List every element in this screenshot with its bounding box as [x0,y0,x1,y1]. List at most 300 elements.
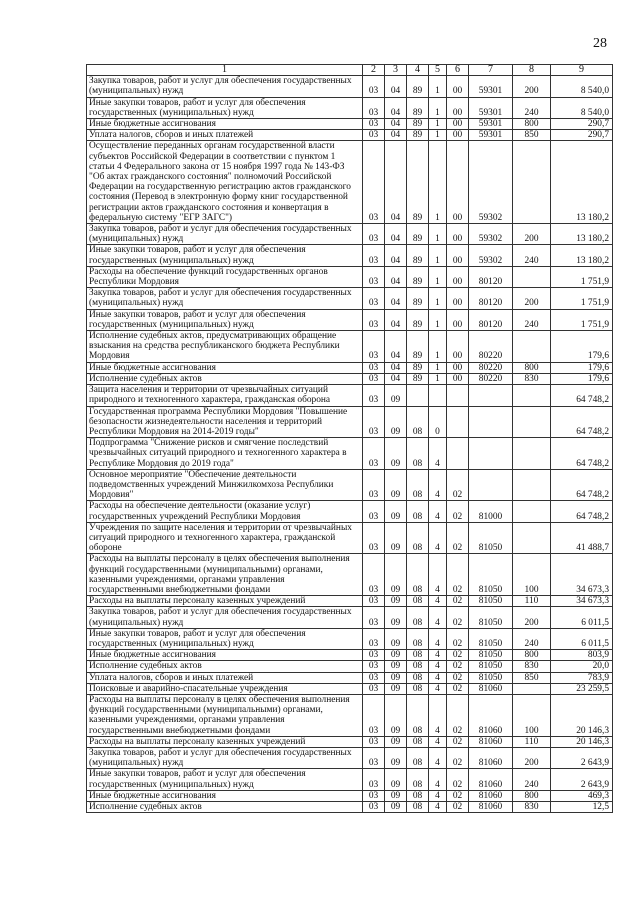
subprogram-code: 1 [429,373,447,384]
activity-code: 00 [447,309,469,330]
activity-code: 02 [447,790,469,801]
direction-code: 59302 [469,245,513,266]
subsection-code: 09 [385,385,407,406]
section-code: 03 [363,362,385,373]
program-code: 08 [407,607,429,628]
row-name: Иные закупки товаров, работ и услуг для обеспечения государственных (муниципальных) нужд [87,769,363,790]
subsection-code: 09 [385,748,407,769]
table-row [87,650,613,661]
activity-code: 02 [447,802,469,813]
row-name: Учреждения по защите населения и территории от чрезвычайных ситуаций природного и техногенного характера, гражданской обороне [87,522,363,554]
direction-code: 81050 [469,607,513,628]
table-row [87,385,613,406]
expense-type-code [513,501,551,522]
row-name: Расходы на выплаты персоналу в целях обеспечения выполнения функций государственными (муниципальными) органами, казенными учреждениями, органами управления государственными внебюджетными фондами [87,694,363,736]
subsection-code: 09 [385,683,407,694]
program-code: 08 [407,596,429,607]
direction-code: 80120 [469,266,513,287]
subsection-code: 09 [385,554,407,596]
amount: 6 011,5 [551,607,613,628]
table-row [87,596,613,607]
expense-type-code: 800 [513,362,551,373]
table-row [87,554,613,596]
direction-code: 81050 [469,554,513,596]
section-code: 03 [363,554,385,596]
subprogram-code: 0 [429,406,447,438]
program-code: 89 [407,97,429,118]
amount: 1 751,9 [551,266,613,287]
program-code: 08 [407,769,429,790]
section-code: 03 [363,266,385,287]
program-code: 08 [407,469,429,501]
activity-code: 02 [447,683,469,694]
subsection-code: 04 [385,141,407,224]
table-row [87,141,613,224]
subprogram-code: 1 [429,362,447,373]
row-name: Закупка товаров, работ и услуг для обеспечения государственных (муниципальных) нужд [87,76,363,97]
section-code: 03 [363,683,385,694]
table-row [87,469,613,501]
direction-code: 80120 [469,288,513,309]
column-header: 5 [429,65,447,76]
expense-type-code: 830 [513,661,551,672]
table-row [87,672,613,683]
row-name: Иные бюджетные ассигнования [87,362,363,373]
direction-code [469,385,513,406]
subsection-code: 04 [385,288,407,309]
amount: 179,6 [551,331,613,363]
subsection-code: 04 [385,76,407,97]
subprogram-code: 1 [429,266,447,287]
program-code: 89 [407,130,429,141]
direction-code: 80120 [469,309,513,330]
direction-code: 81050 [469,596,513,607]
subsection-code: 09 [385,790,407,801]
direction-code [469,469,513,501]
table-row [87,331,613,363]
row-name: Расходы на обеспечение функций государственных органов Республики Мордовия [87,266,363,287]
section-code: 03 [363,522,385,554]
expense-type-code [513,331,551,363]
section-code: 03 [363,288,385,309]
section-code: 03 [363,694,385,736]
activity-code: 00 [447,373,469,384]
activity-code: 02 [447,554,469,596]
row-name: Уплата налогов, сборов и иных платежей [87,672,363,683]
table-body [87,76,613,813]
row-name: Иные закупки товаров, работ и услуг для обеспечения государственных (муниципальных) нужд [87,628,363,649]
direction-code: 81050 [469,650,513,661]
section-code: 03 [363,309,385,330]
expense-type-code: 850 [513,130,551,141]
subprogram-code: 4 [429,650,447,661]
subsection-code: 09 [385,406,407,438]
subsection-code: 04 [385,245,407,266]
table-row [87,694,613,736]
program-code: 89 [407,266,429,287]
table-row [87,266,613,287]
table-row [87,683,613,694]
column-header: 8 [513,65,551,76]
section-code: 03 [363,97,385,118]
subprogram-code: 4 [429,628,447,649]
direction-code: 81060 [469,694,513,736]
activity-code: 00 [447,331,469,363]
expense-type-code: 240 [513,628,551,649]
subsection-code: 09 [385,694,407,736]
activity-code: 00 [447,266,469,287]
subsection-code: 09 [385,661,407,672]
subprogram-code: 4 [429,802,447,813]
activity-code: 02 [447,522,469,554]
program-code: 08 [407,661,429,672]
section-code: 03 [363,119,385,130]
program-code: 08 [407,683,429,694]
subprogram-code: 4 [429,501,447,522]
subprogram-code: 4 [429,672,447,683]
expense-type-code: 240 [513,245,551,266]
section-code: 03 [363,438,385,470]
direction-code: 59301 [469,76,513,97]
expense-type-code [513,522,551,554]
amount: 20 146,3 [551,736,613,747]
expense-type-code: 850 [513,672,551,683]
table-row [87,748,613,769]
amount: 8 540,0 [551,76,613,97]
column-header: 2 [363,65,385,76]
activity-code: 02 [447,661,469,672]
subprogram-code: 1 [429,130,447,141]
direction-code: 81060 [469,790,513,801]
amount: 34 673,3 [551,554,613,596]
activity-code: 00 [447,288,469,309]
subsection-code: 09 [385,769,407,790]
row-name: Поисковые и аварийно-спасательные учреждения [87,683,363,694]
subprogram-code: 4 [429,736,447,747]
table-row [87,373,613,384]
row-name: Закупка товаров, работ и услуг для обеспечения государственных (муниципальных) нужд [87,748,363,769]
row-name: Расходы на выплаты персоналу казенных учреждений [87,736,363,747]
section-code: 03 [363,748,385,769]
subprogram-code: 4 [429,694,447,736]
subprogram-code: 1 [429,97,447,118]
direction-code: 59301 [469,97,513,118]
table-row [87,628,613,649]
section-code: 03 [363,596,385,607]
activity-code [447,438,469,470]
section-code: 03 [363,406,385,438]
expense-type-code: 240 [513,309,551,330]
amount: 64 748,2 [551,501,613,522]
amount: 783,9 [551,672,613,683]
budget-table [86,64,613,813]
row-name: Защита населения и территории от чрезвычайных ситуаций природного и техногенного характера, гражданская оборона [87,385,363,406]
amount: 64 748,2 [551,385,613,406]
program-code: 89 [407,309,429,330]
header-row [87,65,613,76]
section-code: 03 [363,802,385,813]
activity-code: 00 [447,97,469,118]
table-row [87,245,613,266]
row-name: Расходы на выплаты персоналу в целях обеспечения выполнения функций государственными (муниципальными) органами, казенными учреждениями, органами управления государственными внебюджетными фондами [87,554,363,596]
section-code: 03 [363,501,385,522]
program-code: 08 [407,406,429,438]
amount: 13 180,2 [551,224,613,245]
expense-type-code: 200 [513,76,551,97]
subsection-code: 09 [385,438,407,470]
table-row [87,97,613,118]
program-code: 08 [407,501,429,522]
activity-code: 00 [447,76,469,97]
table-row [87,76,613,97]
expense-type-code: 200 [513,288,551,309]
row-name: Государственная программа Республики Мордовия "Повышение безопасности жизнедеятельности населения и территорий Республики Мордовия на 2014-2019 годы" [87,406,363,438]
amount: 41 488,7 [551,522,613,554]
expense-type-code: 200 [513,224,551,245]
subprogram-code: 1 [429,331,447,363]
activity-code: 02 [447,748,469,769]
expense-type-code [513,406,551,438]
expense-type-code [513,266,551,287]
amount: 12,5 [551,802,613,813]
amount: 1 751,9 [551,288,613,309]
subprogram-code: 4 [429,438,447,470]
direction-code: 59302 [469,141,513,224]
subsection-code: 09 [385,469,407,501]
expense-type-code: 830 [513,373,551,384]
activity-code: 00 [447,130,469,141]
column-header: 7 [469,65,513,76]
direction-code: 59301 [469,119,513,130]
section-code: 03 [363,245,385,266]
section-code: 03 [363,130,385,141]
subprogram-code: 4 [429,522,447,554]
subprogram-code: 1 [429,288,447,309]
program-code [407,385,429,406]
column-header: 1 [87,65,363,76]
section-code: 03 [363,672,385,683]
expense-type-code: 100 [513,694,551,736]
column-header: 4 [407,65,429,76]
subsection-code: 09 [385,650,407,661]
subprogram-code [429,385,447,406]
table-row [87,224,613,245]
activity-code: 02 [447,672,469,683]
subsection-code: 09 [385,628,407,649]
program-code: 08 [407,790,429,801]
row-name: Расходы на выплаты персоналу казенных учреждений [87,596,363,607]
expense-type-code: 110 [513,596,551,607]
subsection-code: 04 [385,373,407,384]
row-name: Иные бюджетные ассигнования [87,119,363,130]
direction-code [469,438,513,470]
subprogram-code: 4 [429,469,447,501]
expense-type-code: 800 [513,650,551,661]
row-name: Основное мероприятие "Обеспечение деятельности подведомственных учреждений Минжилкомхоза Республики Мордовия" [87,469,363,501]
row-name: Исполнение судебных актов [87,802,363,813]
program-code: 89 [407,76,429,97]
activity-code [447,406,469,438]
section-code: 03 [363,769,385,790]
direction-code: 81050 [469,661,513,672]
expense-type-code [513,683,551,694]
amount: 8 540,0 [551,97,613,118]
amount: 179,6 [551,362,613,373]
column-header: 6 [447,65,469,76]
table-row [87,309,613,330]
activity-code: 02 [447,769,469,790]
row-name: Исполнение судебных актов [87,661,363,672]
activity-code: 02 [447,596,469,607]
subsection-code: 09 [385,607,407,628]
program-code: 08 [407,628,429,649]
table-row [87,522,613,554]
expense-type-code [513,385,551,406]
row-name: Закупка товаров, работ и услуг для обеспечения государственных (муниципальных) нужд [87,288,363,309]
row-name: Осуществление переданных органам государственной власти субъектов Российской Федерации в соответствии с пунктом 1 статьи 4 Федерального закона от 15 ноября 1997 года № 143-ФЗ "Об актах гражданского состояния" полномочий Российской Федерации на государственную регистрацию актов гражданского состояния (Перевод в электронную форму книг государственной регистрации актов гражданского состояния и конвертация в федеральную систему "ЕГР ЗАГС") [87,141,363,224]
amount: 13 180,2 [551,141,613,224]
subprogram-code: 1 [429,309,447,330]
row-name: Подпрограмма "Снижение рисков и смягчение последствий чрезвычайных ситуаций природного и техногенного характера в Республике Мордовия до 2019 года" [87,438,363,470]
program-code: 08 [407,554,429,596]
direction-code: 59302 [469,224,513,245]
subprogram-code: 4 [429,769,447,790]
amount: 1 751,9 [551,309,613,330]
direction-code: 81060 [469,748,513,769]
program-code: 08 [407,650,429,661]
page-number: 28 [593,36,607,51]
row-name: Исполнение судебных актов [87,373,363,384]
activity-code: 02 [447,736,469,747]
subsection-code: 04 [385,97,407,118]
subprogram-code: 4 [429,748,447,769]
subprogram-code: 4 [429,790,447,801]
row-name: Уплата налогов, сборов и иных платежей [87,130,363,141]
activity-code: 02 [447,694,469,736]
section-code: 03 [363,650,385,661]
direction-code: 80220 [469,362,513,373]
program-code: 08 [407,522,429,554]
subsection-code: 04 [385,130,407,141]
amount: 64 748,2 [551,469,613,501]
section-code: 03 [363,76,385,97]
activity-code: 00 [447,362,469,373]
program-code: 08 [407,736,429,747]
program-code: 08 [407,672,429,683]
subsection-code: 04 [385,224,407,245]
expense-type-code: 240 [513,97,551,118]
amount: 469,3 [551,790,613,801]
amount: 2 643,9 [551,748,613,769]
table-row [87,736,613,747]
activity-code: 00 [447,224,469,245]
subprogram-code: 1 [429,119,447,130]
section-code: 03 [363,607,385,628]
section-code: 03 [363,628,385,649]
table-row [87,607,613,628]
row-name: Исполнение судебных актов, предусматривающих обращение взыскания на средства республиканского бюджета Республики Мордовия [87,331,363,363]
direction-code: 80220 [469,331,513,363]
expense-type-code: 100 [513,554,551,596]
subsection-code: 09 [385,596,407,607]
activity-code: 00 [447,141,469,224]
direction-code: 81050 [469,628,513,649]
direction-code: 81060 [469,802,513,813]
activity-code: 02 [447,607,469,628]
section-code: 03 [363,469,385,501]
subsection-code: 04 [385,119,407,130]
subprogram-code: 4 [429,683,447,694]
direction-code: 81050 [469,522,513,554]
column-header: 9 [551,65,613,76]
row-name: Иные закупки товаров, работ и услуг для обеспечения государственных (муниципальных) нужд [87,309,363,330]
row-name: Закупка товаров, работ и услуг для обеспечения государственных (муниципальных) нужд [87,224,363,245]
row-name: Иные бюджетные ассигнования [87,650,363,661]
table-row [87,288,613,309]
subprogram-code: 1 [429,76,447,97]
table-row [87,769,613,790]
row-name: Иные закупки товаров, работ и услуг для обеспечения государственных (муниципальных) нужд [87,97,363,118]
amount: 64 748,2 [551,438,613,470]
program-code: 08 [407,748,429,769]
section-code: 03 [363,385,385,406]
program-code: 08 [407,694,429,736]
row-name: Закупка товаров, работ и услуг для обеспечения государственных (муниципальных) нужд [87,607,363,628]
row-name: Иные бюджетные ассигнования [87,790,363,801]
subprogram-code: 4 [429,554,447,596]
table-row [87,661,613,672]
section-code: 03 [363,331,385,363]
row-name: Иные закупки товаров, работ и услуг для обеспечения государственных (муниципальных) нужд [87,245,363,266]
section-code: 03 [363,790,385,801]
subsection-code: 09 [385,522,407,554]
program-code: 89 [407,245,429,266]
expense-type-code: 830 [513,802,551,813]
amount: 179,6 [551,373,613,384]
amount: 290,7 [551,119,613,130]
direction-code: 81060 [469,736,513,747]
direction-code [469,406,513,438]
table-row [87,406,613,438]
row-name: Расходы на обеспечение деятельности (оказание услуг) государственных учреждений Республики Мордовия [87,501,363,522]
section-code: 03 [363,373,385,384]
amount: 13 180,2 [551,245,613,266]
subsection-code: 09 [385,736,407,747]
amount: 20,0 [551,661,613,672]
section-code: 03 [363,224,385,245]
section-code: 03 [363,141,385,224]
amount: 34 673,3 [551,596,613,607]
program-code: 89 [407,288,429,309]
expense-type-code: 200 [513,607,551,628]
direction-code: 81060 [469,683,513,694]
subprogram-code: 1 [429,224,447,245]
activity-code: 02 [447,650,469,661]
expense-type-code: 800 [513,790,551,801]
expense-type-code: 110 [513,736,551,747]
table-row [87,501,613,522]
expense-type-code: 200 [513,748,551,769]
subsection-code: 04 [385,362,407,373]
section-code: 03 [363,661,385,672]
subsection-code: 04 [385,331,407,363]
direction-code: 59301 [469,130,513,141]
expense-type-code [513,141,551,224]
expense-type-code [513,438,551,470]
program-code: 89 [407,373,429,384]
amount: 6 011,5 [551,628,613,649]
subprogram-code: 1 [429,245,447,266]
